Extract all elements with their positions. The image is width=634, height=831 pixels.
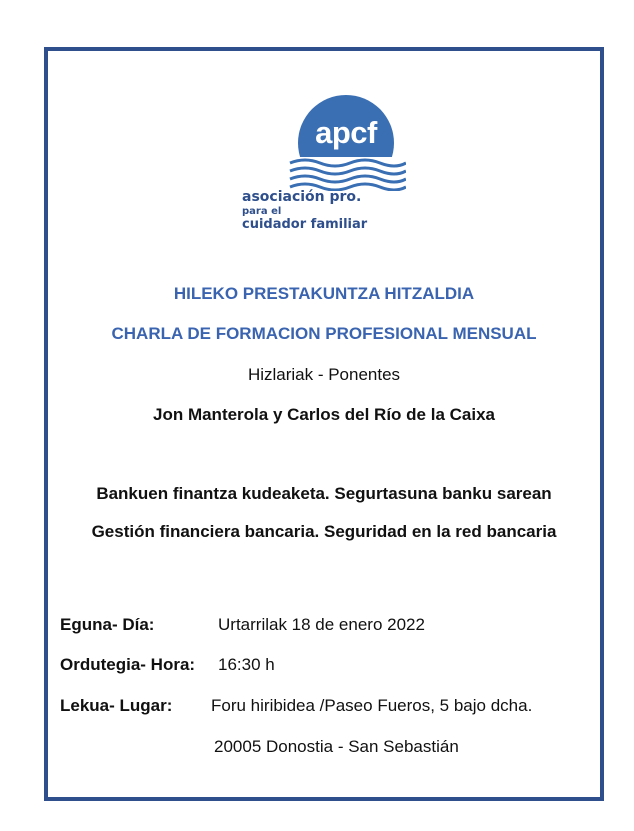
speakers-label: Hizlariak - Ponentes — [247, 365, 401, 384]
apcf-logo — [238, 95, 408, 235]
logo-text-line1: asociación pro. — [242, 189, 362, 205]
place-label: Lekua- Lugar: — [60, 696, 173, 715]
heading-basque: HILEKO PRESTAKUNTZA HITZALDIA — [173, 284, 475, 303]
place-value: Foru hiribidea /Paseo Fueros, 5 bajo dcha. — [211, 696, 533, 715]
logo-wordmark: apcf — [315, 115, 377, 150]
place-row — [60, 696, 172, 716]
time-value: 16:30 h — [218, 655, 275, 674]
topic-basque: Bankuen finantza kudeaketa. Segurtasuna banku sarean — [96, 484, 552, 503]
topic-spanish: Gestión financiera bancaria. Seguridad en la red bancaria — [91, 522, 557, 541]
date-label: Eguna- Día: — [60, 615, 155, 634]
logo-text-line2: para el — [242, 206, 282, 217]
time-label: Ordutegia- Hora: — [60, 655, 196, 674]
date-row — [60, 615, 154, 635]
place-value-2: 20005 Donostia - San Sebastián — [214, 737, 459, 756]
date-value: Urtarrilak 18 de enero 2022 — [218, 615, 425, 634]
heading-spanish: CHARLA DE FORMACION PROFESIONAL MENSUAL — [111, 324, 537, 343]
logo-text-line3: cuidador familiar — [242, 217, 368, 232]
speakers-names: Jon Manterola y Carlos del Río de la Caixa — [153, 405, 495, 424]
time-row — [60, 655, 195, 675]
logo-waves-icon — [286, 157, 406, 191]
